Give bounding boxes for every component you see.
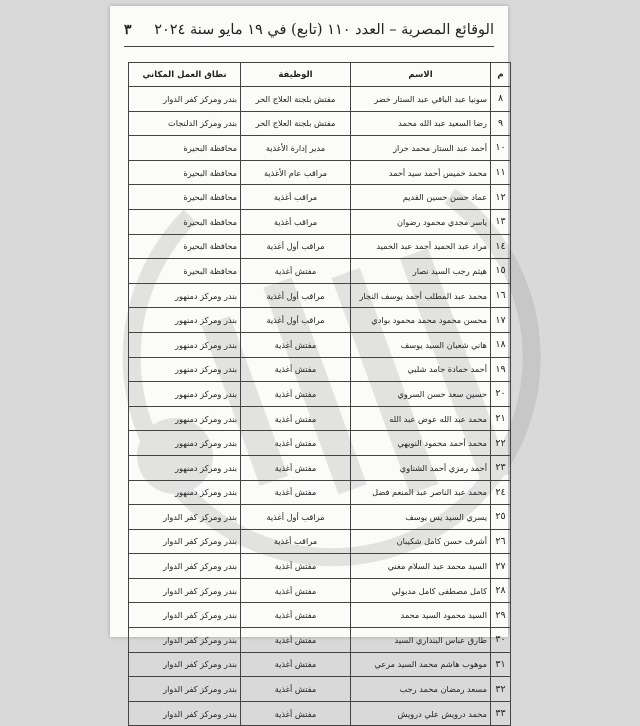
header-number: م [491, 63, 511, 87]
job-title: مفتش أغذية [241, 578, 351, 603]
work-area: بندر ومركز دمنهور [129, 382, 241, 407]
row-number: ٢١ [491, 406, 511, 431]
job-title: مفتش أغذية [241, 480, 351, 505]
row-number: ٢٧ [491, 554, 511, 579]
table-row [129, 480, 511, 505]
person-name: محمد خميس أحمد سيد أحمد [351, 160, 491, 185]
page-header [124, 16, 494, 44]
work-area: بندر ومركز كفر الدوار [129, 652, 241, 677]
work-area: بندر ومركز الدلنجات [129, 111, 241, 136]
appointments-table [128, 62, 511, 726]
person-name: مسعد رمضان محمد رجب [351, 677, 491, 702]
work-area: بندر ومركز دمنهور [129, 406, 241, 431]
table-row [129, 652, 511, 677]
table-row [129, 259, 511, 284]
person-name: السيد محمود السيد محمد [351, 603, 491, 628]
document-page [110, 6, 508, 720]
row-number: ٨ [491, 87, 511, 112]
job-title: مفتش أغذية [241, 382, 351, 407]
person-name: عماد حسن حسين القديم [351, 185, 491, 210]
work-area: بندر ومركز دمنهور [129, 480, 241, 505]
person-name: ياسر مجدي محمود رضوان [351, 209, 491, 234]
job-title: مفتش أغذية [241, 455, 351, 480]
work-area: بندر ومركز دمنهور [129, 431, 241, 456]
table-row [129, 505, 511, 530]
person-name: سونيا عبد الباقي عبد الستار خضر [351, 87, 491, 112]
work-area: بندر ومركز دمنهور [129, 357, 241, 382]
job-title: مفتش أغذية [241, 357, 351, 382]
row-number: ٢٤ [491, 480, 511, 505]
header-area: نطاق العمل المكاني [129, 63, 241, 87]
person-name: السيد محمد عبد السلام مغني [351, 554, 491, 579]
row-number: ١١ [491, 160, 511, 185]
work-area: محافظة البحيرة [129, 185, 241, 210]
row-number: ٢٢ [491, 431, 511, 456]
work-area: بندر ومركز دمنهور [129, 308, 241, 333]
job-title: مراقب عام الأغذية [241, 160, 351, 185]
table-row [129, 234, 511, 259]
person-name: محسن محمود محمد محمود بوادي [351, 308, 491, 333]
person-name: هيثم رجب السيد نصار [351, 259, 491, 284]
table-row [129, 431, 511, 456]
job-title: مراقب أغذية [241, 529, 351, 554]
row-number: ١٩ [491, 357, 511, 382]
person-name: كامل مصطفى كامل مدبولي [351, 578, 491, 603]
row-number: ١٥ [491, 259, 511, 284]
work-area: محافظة البحيرة [129, 259, 241, 284]
job-title: مفتش بلجنة العلاج الحر [241, 87, 351, 112]
table-row [129, 209, 511, 234]
job-title: مفتش أغذية [241, 259, 351, 284]
gazette-title: الوقائع المصرية – العدد ١١٠ (تابع) في ١٩ مايو سنة ٢٠٢٤ [154, 22, 494, 38]
job-title: مدير إدارة الأغذية [241, 136, 351, 161]
row-number: ٣٣ [491, 701, 511, 726]
table-row [129, 308, 511, 333]
row-number: ٢٣ [491, 455, 511, 480]
job-title: مراقب أغذية [241, 209, 351, 234]
work-area: بندر ومركز كفر الدوار [129, 677, 241, 702]
table-row [129, 332, 511, 357]
table-row [129, 578, 511, 603]
job-title: مفتش أغذية [241, 332, 351, 357]
table-row [129, 185, 511, 210]
work-area: بندر ومركز كفر الدوار [129, 505, 241, 530]
row-number: ١٦ [491, 283, 511, 308]
header-job: الوظيفة [241, 63, 351, 87]
work-area: بندر ومركز كفر الدوار [129, 628, 241, 653]
person-name: مراد عبد الحميد أحمد عبد الحميد [351, 234, 491, 259]
work-area: محافظة البحيرة [129, 136, 241, 161]
row-number: ١٣ [491, 209, 511, 234]
header-rule [124, 46, 494, 47]
person-name: محمد عبد الناصر عبد المنعم فضل [351, 480, 491, 505]
work-area: بندر ومركز دمنهور [129, 283, 241, 308]
table-row [129, 111, 511, 136]
work-area: محافظة البحيرة [129, 160, 241, 185]
row-number: ١٢ [491, 185, 511, 210]
row-number: ١٤ [491, 234, 511, 259]
work-area: بندر ومركز دمنهور [129, 332, 241, 357]
table-row [129, 406, 511, 431]
row-number: ٣٠ [491, 628, 511, 653]
table-row [129, 677, 511, 702]
job-title: مراقب أول أغذية [241, 308, 351, 333]
table-row [129, 529, 511, 554]
job-title: مفتش أغذية [241, 554, 351, 579]
work-area: بندر ومركز كفر الدوار [129, 603, 241, 628]
person-name: أشرف حسن كامل شكيبان [351, 529, 491, 554]
person-name: محمد عبد المطلب أحمد يوسف النجار [351, 283, 491, 308]
table-row [129, 283, 511, 308]
person-name: أحمد عبد الستار محمد حراز [351, 136, 491, 161]
table-row [129, 357, 511, 382]
person-name: رضا السعيد عبد الله محمد [351, 111, 491, 136]
table-row [129, 554, 511, 579]
row-number: ١٠ [491, 136, 511, 161]
work-area: بندر ومركز كفر الدوار [129, 578, 241, 603]
table-row [129, 382, 511, 407]
job-title: مراقب أول أغذية [241, 234, 351, 259]
person-name: أحمد رمزي أحمد الشناوي [351, 455, 491, 480]
work-area: بندر ومركز كفر الدوار [129, 87, 241, 112]
person-name: محمد عبد الله عوض عبد الله [351, 406, 491, 431]
person-name: حسين سعد حسن السروي [351, 382, 491, 407]
job-title: مراقب أول أغذية [241, 505, 351, 530]
job-title: مفتش أغذية [241, 406, 351, 431]
row-number: ١٧ [491, 308, 511, 333]
job-title: مراقب أغذية [241, 185, 351, 210]
work-area: محافظة البحيرة [129, 234, 241, 259]
work-area: بندر ومركز كفر الدوار [129, 529, 241, 554]
table-row [129, 603, 511, 628]
page-number: ٣ [124, 22, 132, 38]
work-area: بندر ومركز كفر الدوار [129, 701, 241, 726]
row-number: ٢٨ [491, 578, 511, 603]
row-number: ٢٩ [491, 603, 511, 628]
job-title: مراقب أول أغذية [241, 283, 351, 308]
work-area: بندر ومركز دمنهور [129, 455, 241, 480]
person-name: أحمد حمادة حامد شلبي [351, 357, 491, 382]
row-number: ٣١ [491, 652, 511, 677]
person-name: محمد درويش علي درويش [351, 701, 491, 726]
table-row [129, 160, 511, 185]
work-area: بندر ومركز كفر الدوار [129, 554, 241, 579]
person-name: يسري السيد يس يوسف [351, 505, 491, 530]
table-header-row [129, 63, 511, 87]
person-name: محمد أحمد محمود النويهي [351, 431, 491, 456]
row-number: ٣٢ [491, 677, 511, 702]
person-name: طارق عباس البنداري السيد [351, 628, 491, 653]
job-title: مفتش أغذية [241, 628, 351, 653]
person-name: موهوب هاشم محمد السيد مرعي [351, 652, 491, 677]
job-title: مفتش بلجنة العلاج الحر [241, 111, 351, 136]
work-area: محافظة البحيرة [129, 209, 241, 234]
row-number: ٩ [491, 111, 511, 136]
job-title: مفتش أغذية [241, 603, 351, 628]
header-name: الاسم [351, 63, 491, 87]
job-title: مفتش أغذية [241, 431, 351, 456]
job-title: مفتش أغذية [241, 652, 351, 677]
row-number: ٢٦ [491, 529, 511, 554]
table-row [129, 87, 511, 112]
table-row [129, 136, 511, 161]
job-title: مفتش أغذية [241, 677, 351, 702]
row-number: ١٨ [491, 332, 511, 357]
table-row [129, 701, 511, 726]
person-name: هاني شعبان السيد يوسف [351, 332, 491, 357]
row-number: ٢٥ [491, 505, 511, 530]
table-row [129, 455, 511, 480]
job-title: مفتش أغذية [241, 701, 351, 726]
row-number: ٢٠ [491, 382, 511, 407]
table-row [129, 628, 511, 653]
